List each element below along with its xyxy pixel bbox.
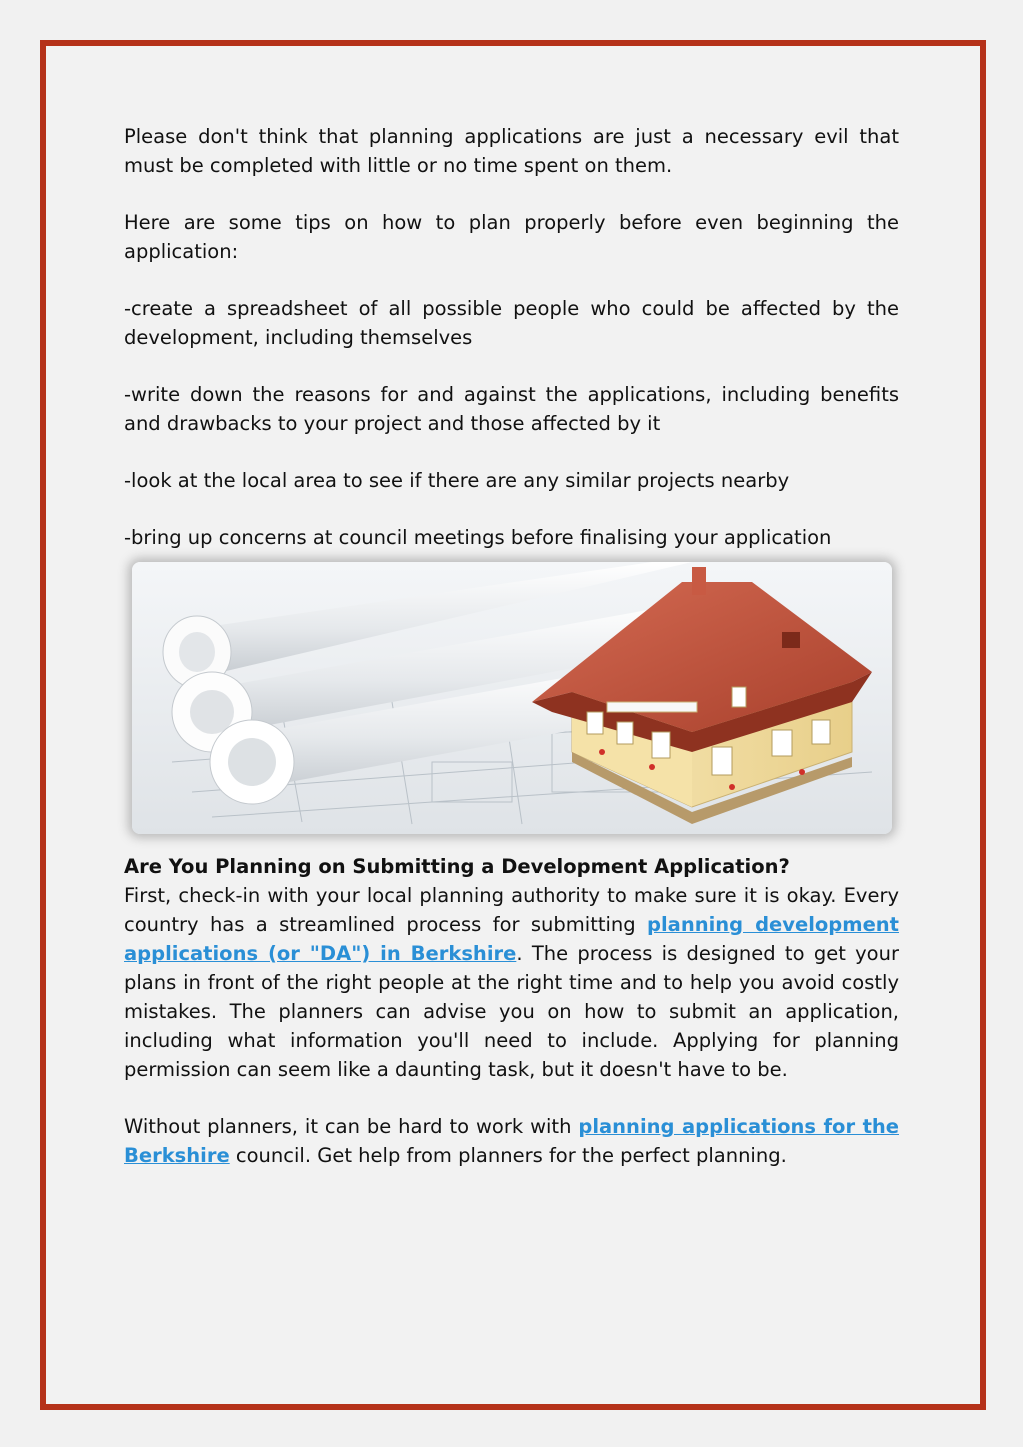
tip-item: -create a spreadsheet of all possible people who could be affected by the development, including themselves [124, 297, 899, 349]
section-paragraph-1-text: First, check-in with your local planning authority to make sure it is okay. Every country has a streamlined process for submitting [124, 884, 899, 936]
planning-applications-berkshire-link[interactable]: planning applications for the Berkshire [124, 1115, 900, 1167]
intro-paragraph-1: Please don't think that planning applications are just a necessary evil that must be completed with little or no time spent on them. [124, 125, 899, 177]
tip-item: -bring up concerns at council meetings before finalising your application [124, 526, 832, 549]
intro-paragraph-2: Here are some tips on how to plan properly before even beginning the application: [124, 211, 899, 263]
house-blueprints-image [132, 562, 892, 834]
section-paragraph-2-text-end: council. Get help from planners for the perfect planning. [229, 1144, 787, 1167]
section-paragraph-2-text: Without planners, it can be hard to work with [124, 1115, 579, 1138]
tip-item: -write down the reasons for and against the applications, including benefits and drawbacks to your project and those affected by it [124, 383, 899, 435]
section-paragraph-1 [124, 881, 899, 1084]
section-paragraph-2 [124, 1112, 899, 1170]
document-body [124, 122, 899, 1198]
section-paragraph-1-text-end: . The process is designed to get your plans in front of the right people at the right time and to help you avoid costly mistakes. The planners can advise you on how to submit an application, including what information you'll need to include. Applying for planning permission can seem like a daunting task, but it doesn't have to be. [124, 942, 899, 1081]
planning-development-applications-link[interactable]: planning development applications (or "DA") in Berkshire [124, 913, 899, 965]
section-heading: Are You Planning on Submitting a Development Application? [124, 855, 790, 878]
tip-item: -look at the local area to see if there are any similar projects nearby [124, 469, 790, 492]
